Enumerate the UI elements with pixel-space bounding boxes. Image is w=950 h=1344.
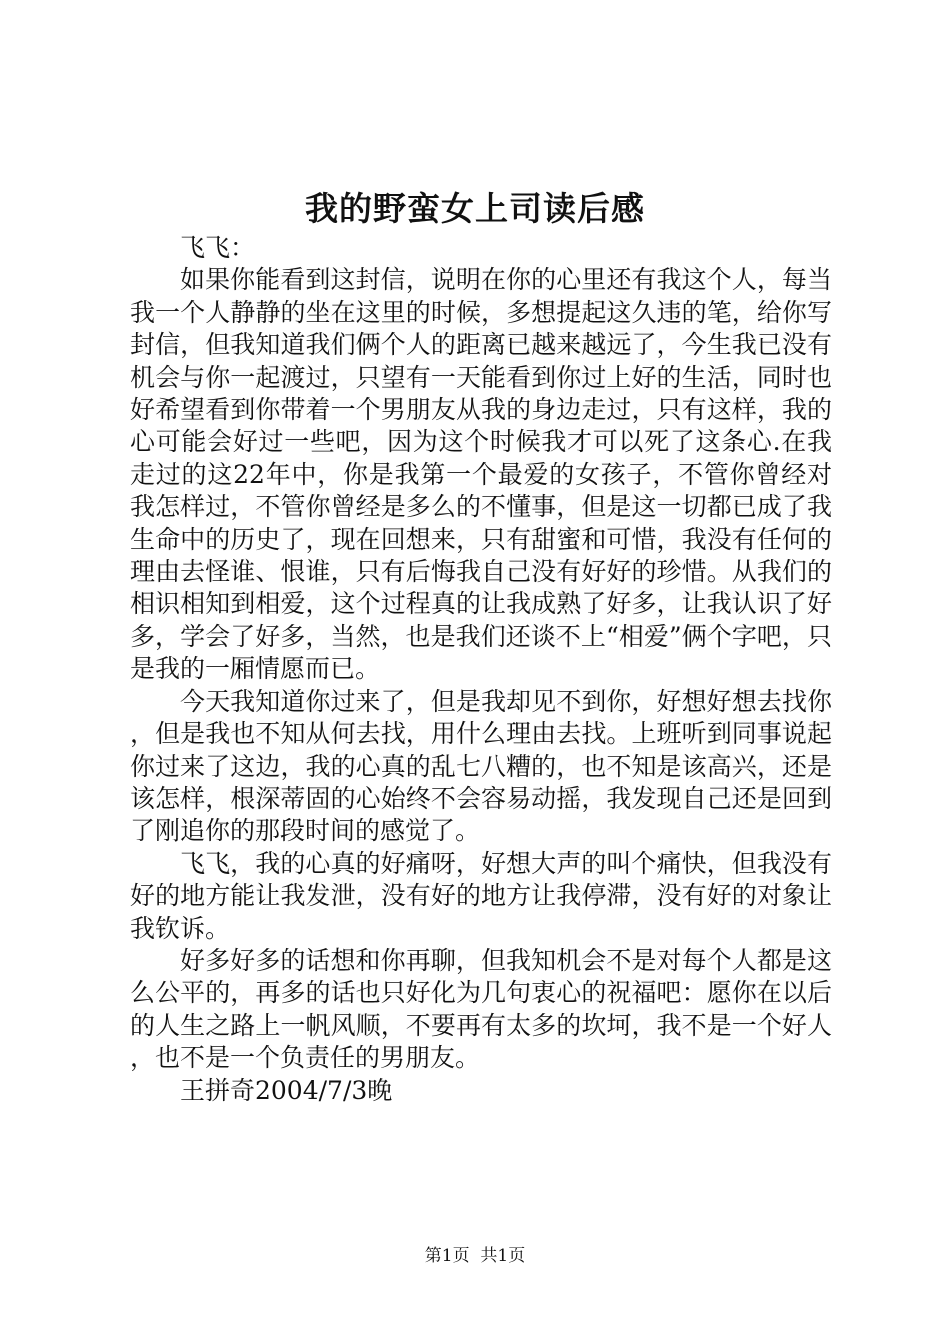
salutation: 飞飞： <box>180 233 256 262</box>
letter-body <box>130 232 832 1107</box>
page-number: 第1页 <box>424 1246 470 1266</box>
paragraph-4: 好多好多的话想和你再聊，但我知机会不是对每个人都是这么公平的，再多的话也只好化为几句衷心的祝福吧：愿你在以后的人生之路上一帆风顺，不要再有太多的坎坷，我不是一个好人，也不是一个负责任的男朋友。 <box>130 945 832 1073</box>
page-footer <box>0 1244 950 1268</box>
page-total: 共1页 <box>480 1246 526 1266</box>
paragraph-3: 飞飞，我的心真的好痛呀，好想大声的叫个痛快，但我没有好的地方能让我发泄，没有好的地方让我停滞，没有好的对象让我钦诉。 <box>130 848 832 943</box>
signature: 王拼奇2004/7/3晚 <box>180 1075 393 1105</box>
paragraph-2: 今天我知道你过来了，但是我却见不到你，好想好想去找你，但是我也不知从何去找，用什么理由去找。上班听到同事说起你过来了这边，我的心真的乱七八糟的，也不知是该高兴，还是该怎样，根深蒂固的心始终不会容易动摇，我发现自己还是回到了刚追你的那段时间的感觉了。 <box>130 686 832 846</box>
document-title: 我的野蛮女上司读后感 <box>305 189 645 228</box>
paragraph-1: 如果你能看到这封信，说明在你的心里还有我这个人，每当我一个人静静的坐在这里的时候，多想提起这久违的笔，给你写封信，但我知道我们俩个人的距离已越来越远了，今生我已没有机会与你一起渡过，只望有一天能看到你过上好的生活，同时也好希望看到你带着一个男朋友从我的身边走过，只有这样，我的心可能会好过一些吧，因为这个时候我才可以死了这条心.在我走过的这22年中，你是我第一个最爱的女孩子，不管你曾经对我怎样过，不管你曾经是多么的不懂事，但是这一切都已成了我生命中的历史了，现在回想来，只有甜蜜和可惜，我没有任何的理由去怪谁、恨谁，只有后悔我自己没有好好的珍惜。从我们的相识相知到相爱，这个过程真的让我成熟了好多，让我认识了好多，学会了好多，当然，也是我们还谈不上“相爱”俩个字吧，只是我的一厢情愿而已。 <box>130 265 832 684</box>
